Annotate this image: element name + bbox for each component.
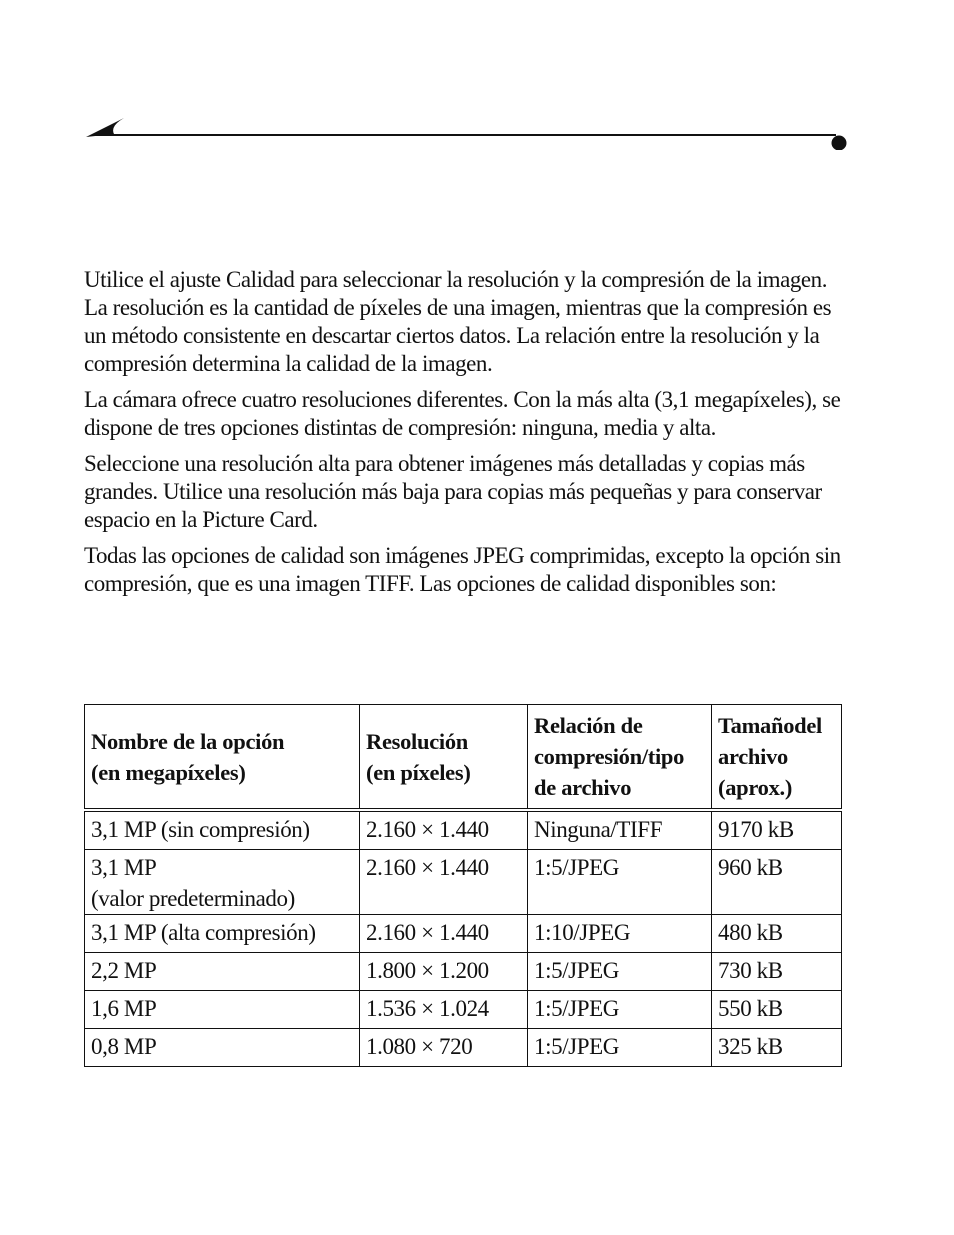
table-row <box>85 810 842 850</box>
cell-compression: 1:5/JPEG <box>528 850 712 915</box>
table-row <box>85 1029 842 1067</box>
header-file-size: Tamañodel archivo (aprox.) <box>712 705 842 811</box>
header-resolution: Resolución (en píxeles) <box>360 705 528 811</box>
cell-resolution: 1.800 × 1.200 <box>360 953 528 991</box>
paragraph-formats: Todas las opciones de calidad son imágenes JPEG comprimidas, excepto la opción sin compresión, que es una imagen TIFF. Las opciones de calidad disponibles son: <box>84 543 841 596</box>
cell-file-size: 480 kB <box>712 915 842 953</box>
cell-file-size: 960 kB <box>712 850 842 915</box>
cell-resolution: 2.160 × 1.440 <box>360 810 528 850</box>
cell-resolution: 2.160 × 1.440 <box>360 915 528 953</box>
header-compression: Relación de compresión/tipo de archivo <box>528 705 712 811</box>
paragraph-recommendation: Seleccione una resolución alta para obtener imágenes más detalladas y copias más grandes. Utilice una resolución más baja para copias más pequeñas y para conservar espacio en la Picture Card. <box>84 451 822 532</box>
cell-compression: 1:5/JPEG <box>528 1029 712 1067</box>
cell-option-name: 3,1 MP (alta compresión) <box>85 915 360 953</box>
table-row <box>85 915 842 953</box>
cell-compression: Ninguna/TIFF <box>528 810 712 850</box>
cell-option-name: 3,1 MP (sin compresión) <box>85 810 360 850</box>
cell-compression: 1:5/JPEG <box>528 953 712 991</box>
bullet-dot-icon <box>832 136 847 151</box>
cell-resolution: 1.080 × 720 <box>360 1029 528 1067</box>
table-row <box>85 991 842 1029</box>
cell-file-size: 325 kB <box>712 1029 842 1067</box>
quality-options-table <box>84 704 842 1067</box>
cell-resolution: 1.536 × 1.024 <box>360 991 528 1029</box>
body-text <box>84 266 849 606</box>
header-rule-decoration <box>84 110 854 150</box>
paragraph-quality-intro: Utilice el ajuste Calidad para seleccionar la resolución y la compresión de la imagen. La resolución es la cantidad de píxeles de una imagen, mientras que la compresión es un método consistente en descartar ciertos datos. La relación entre la resolución y la compresión determina la calidad de la imagen. <box>84 267 832 376</box>
table-header-row <box>85 705 842 811</box>
cell-file-size: 730 kB <box>712 953 842 991</box>
cell-compression: 1:10/JPEG <box>528 915 712 953</box>
cell-option-name: 3,1 MP (valor predeterminado) <box>85 850 360 915</box>
cell-compression: 1:5/JPEG <box>528 991 712 1029</box>
cell-file-size: 550 kB <box>712 991 842 1029</box>
cell-option-name: 0,8 MP <box>85 1029 360 1067</box>
cell-resolution: 2.160 × 1.440 <box>360 850 528 915</box>
table-row <box>85 850 842 915</box>
paragraph-resolutions: La cámara ofrece cuatro resoluciones diferentes. Con la más alta (3,1 megapíxeles), se dispone de tres opciones distintas de compresión: ninguna, media y alta. <box>84 387 841 440</box>
cell-option-name: 2,2 MP <box>85 953 360 991</box>
table-row <box>85 953 842 991</box>
cell-file-size: 9170 kB <box>712 810 842 850</box>
cell-option-name: 1,6 MP <box>85 991 360 1029</box>
header-option-name: Nombre de la opción (en megapíxeles) <box>85 705 360 811</box>
